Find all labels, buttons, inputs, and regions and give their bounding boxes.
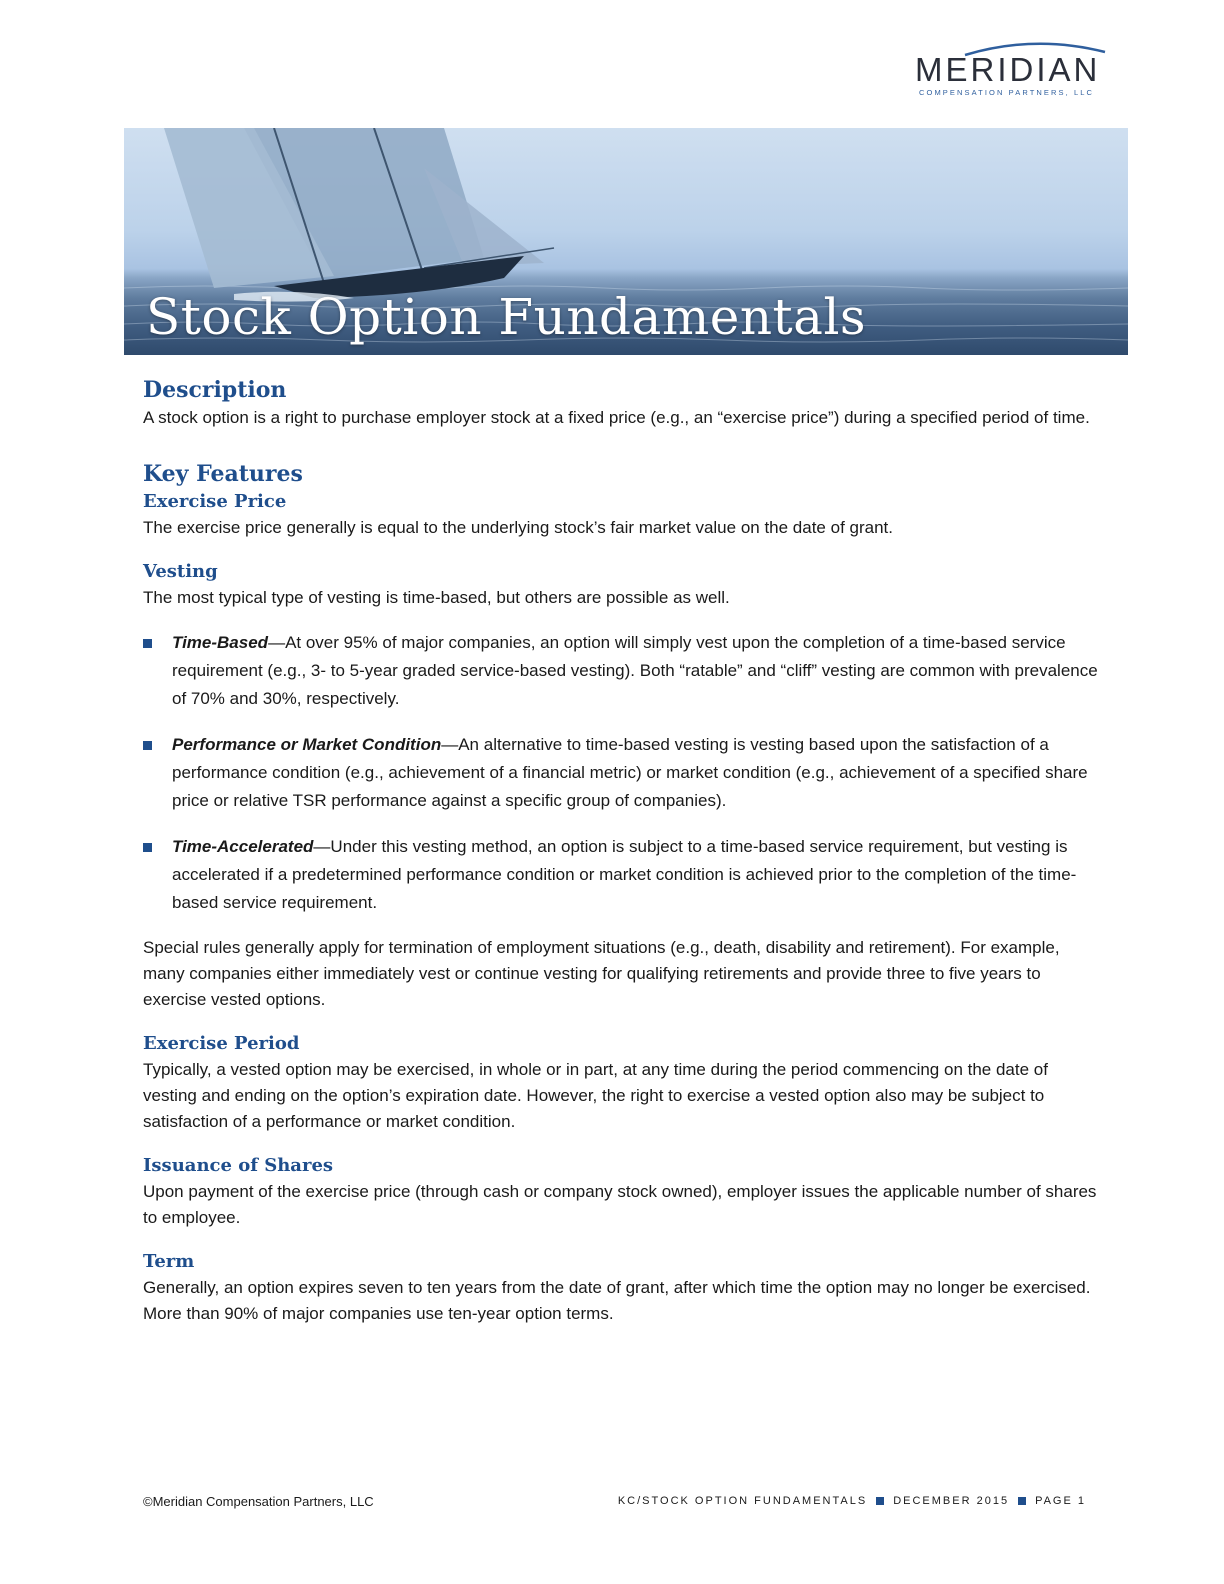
list-item [143,629,1103,713]
footer-page-number: PAGE 1 [1035,1495,1086,1507]
square-bullet-icon [143,843,152,852]
exercise-price-text: The exercise price generally is equal to the underlying stock’s fair market value on the date of grant. [143,518,893,537]
term-text: Generally, an option expires seven to ten years from the date of grant, after which time the option may no longer be exercised. More than 90% of major companies use ten-year option terms. [143,1278,1091,1323]
vesting-intro: The most typical type of vesting is time-based, but others are possible as well. [143,588,730,607]
document-body [143,375,1103,1327]
bullet-term: Time-Accelerated [172,837,314,856]
vesting-outro: Special rules generally apply for termination of employment situations (e.g., death, disability and retirement). For example, many companies either immediately vest or continue vesting for qualifying retirements and provide three to five years to exercise vested options. [143,938,1060,1009]
bullet-term: Time-Based [172,633,269,652]
bullet-term: Performance or Market Condition [172,735,442,754]
bullet-text: —At over 95% of major companies, an option will simply vest upon the completion of a time-based service requirement (e.g., 3- to 5-year graded service-based vesting). Both “ratable” and “cliff” vesting are common with prevalence of 70% and 30%, respectively. [172,633,1098,708]
exercise-price-heading: Exercise Price [143,491,287,512]
list-item [143,731,1103,815]
meridian-logo [905,38,1115,98]
square-bullet-icon [143,639,152,648]
issuance-text: Upon payment of the exercise price (through cash or company stock owned), employer issues the applicable number of shares to employee. [143,1182,1097,1227]
square-bullet-icon [143,741,152,750]
term-heading: Term [143,1251,195,1272]
bullet-text: —Under this vesting method, an option is subject to a time-based service requirement, but vesting is accelerated if a predetermined performance condition or market condition is achieved prior to the completion of the time-based service requirement. [172,837,1077,912]
square-separator-icon [876,1497,884,1505]
description-text: A stock option is a right to purchase employer stock at a fixed price (e.g., an “exercise price”) during a specified period of time. [143,408,1090,427]
list-item [143,833,1103,917]
description-heading: Description [143,377,287,403]
footer-info [618,1495,1086,1507]
vesting-bullet-list [143,629,1103,917]
bullet-text: —An alternative to time-based vesting is vesting based upon the satisfaction of a performance condition (e.g., achievement of a financial metric) or market condition (e.g., achievement of a specified share price or relative TSR performance against a specific group of companies). [172,735,1088,810]
square-separator-icon [1018,1497,1026,1505]
footer-date: DECEMBER 2015 [893,1495,1010,1507]
footer-doc-label: KC/STOCK OPTION FUNDAMENTALS [617,1495,868,1507]
page-title: Stock Option Fundamentals [146,288,867,346]
vesting-heading: Vesting [143,561,218,582]
logo-wordmark: MERIDIAN [915,51,1101,88]
exercise-period-heading: Exercise Period [143,1033,300,1054]
header-banner [124,128,1128,355]
exercise-period-text: Typically, a vested option may be exercised, in whole or in part, at any time during the period commencing on the date of vesting and ending on the option’s expiration date. However, the right to exercise a vested option also may be subject to satisfaction of a performance or market condition. [143,1060,1048,1131]
footer-copyright: ©Meridian Compensation Partners, LLC [143,1494,374,1509]
logo-subtitle: COMPENSATION PARTNERS, LLC [919,88,1095,97]
issuance-heading: Issuance of Shares [143,1155,334,1176]
key-features-heading: Key Features [143,461,303,487]
